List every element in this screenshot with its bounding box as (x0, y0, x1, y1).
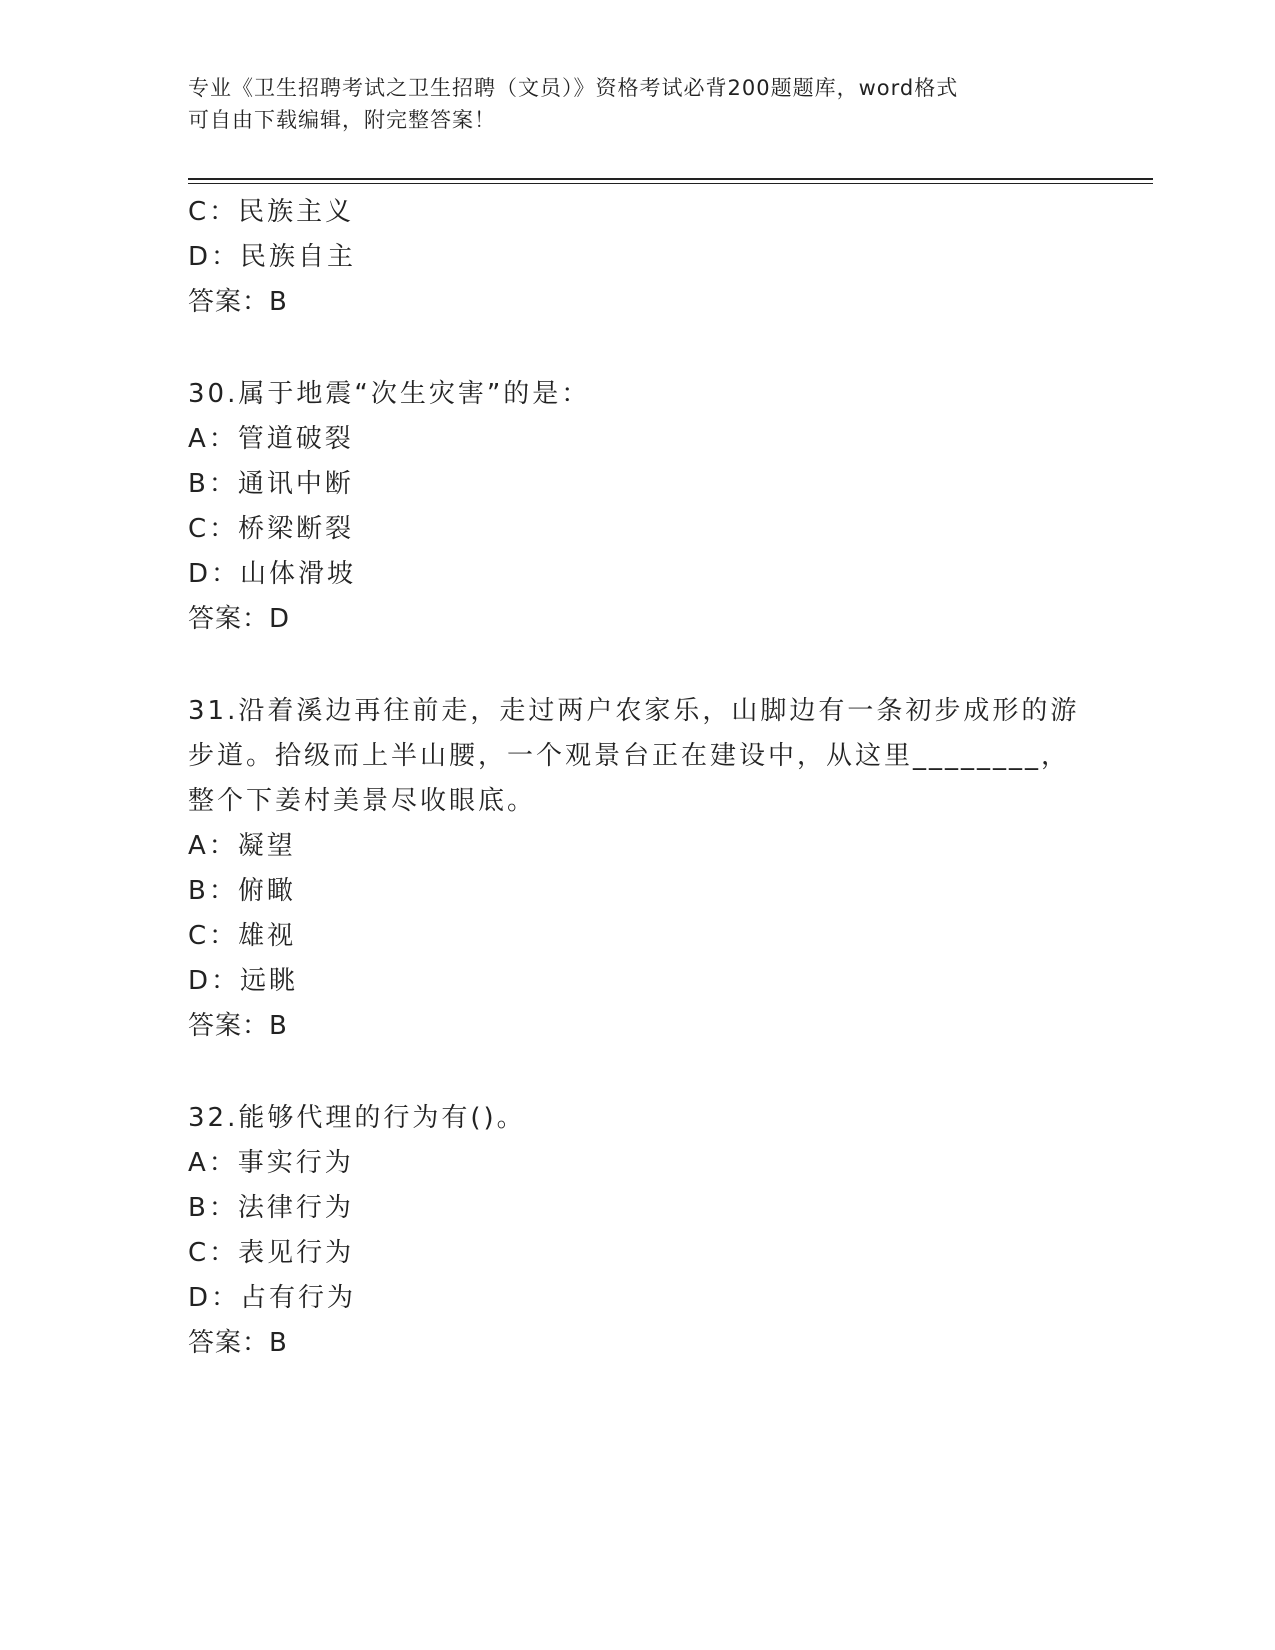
option-a: A：管道破裂 (188, 424, 354, 454)
answer-line: 答案：D (188, 604, 291, 634)
option-c: C：表见行为 (188, 1238, 355, 1268)
answer-line: 答案：B (188, 1011, 288, 1041)
question-31 (188, 689, 1088, 1049)
answer-line: 答案：B (188, 1328, 288, 1358)
option-b: B：俯瞰 (188, 876, 296, 906)
question-stem-line-1: 31.沿着溪边再往前走，走过两户农家乐，山脚边有一条初步成形的游 (188, 696, 1080, 726)
option-c: C：民族主义 (188, 197, 355, 227)
question-stem-line-2: 步道。拾级而上半山腰，一个观景台正在建设中，从这里________， (188, 741, 1071, 771)
option-a: A：凝望 (188, 831, 296, 861)
question-list (188, 190, 1088, 1366)
question-29-tail (188, 190, 1088, 325)
question-stem-line-3: 整个下姜村美景尽收眼底。 (188, 786, 537, 816)
question-stem: 30.属于地震“次生灾害”的是： (188, 379, 591, 409)
answer-line: 答案：B (188, 287, 288, 317)
option-b: B：通讯中断 (188, 469, 354, 499)
question-spacer (188, 642, 1088, 689)
header-divider (188, 178, 1153, 184)
question-stem: 32.能够代理的行为有()。 (188, 1103, 526, 1133)
document-header (188, 72, 1068, 136)
question-30 (188, 372, 1088, 642)
option-d: D：民族自主 (188, 242, 357, 272)
option-a: A：事实行为 (188, 1148, 354, 1178)
header-title-line-1: 专业《卫生招聘考试之卫生招聘（文员）》资格考试必背200题题库，word格式 (188, 76, 959, 100)
option-b: B：法律行为 (188, 1193, 354, 1223)
question-spacer (188, 325, 1088, 372)
option-d: D：远眺 (188, 966, 299, 996)
option-c: C：雄视 (188, 921, 297, 951)
option-c: C：桥梁断裂 (188, 514, 355, 544)
option-d: D：占有行为 (188, 1283, 357, 1313)
header-title-line-2: 可自由下载编辑，附完整答案！ (188, 108, 496, 132)
question-32 (188, 1096, 1088, 1366)
question-spacer (188, 1049, 1088, 1096)
option-d: D：山体滑坡 (188, 559, 357, 589)
